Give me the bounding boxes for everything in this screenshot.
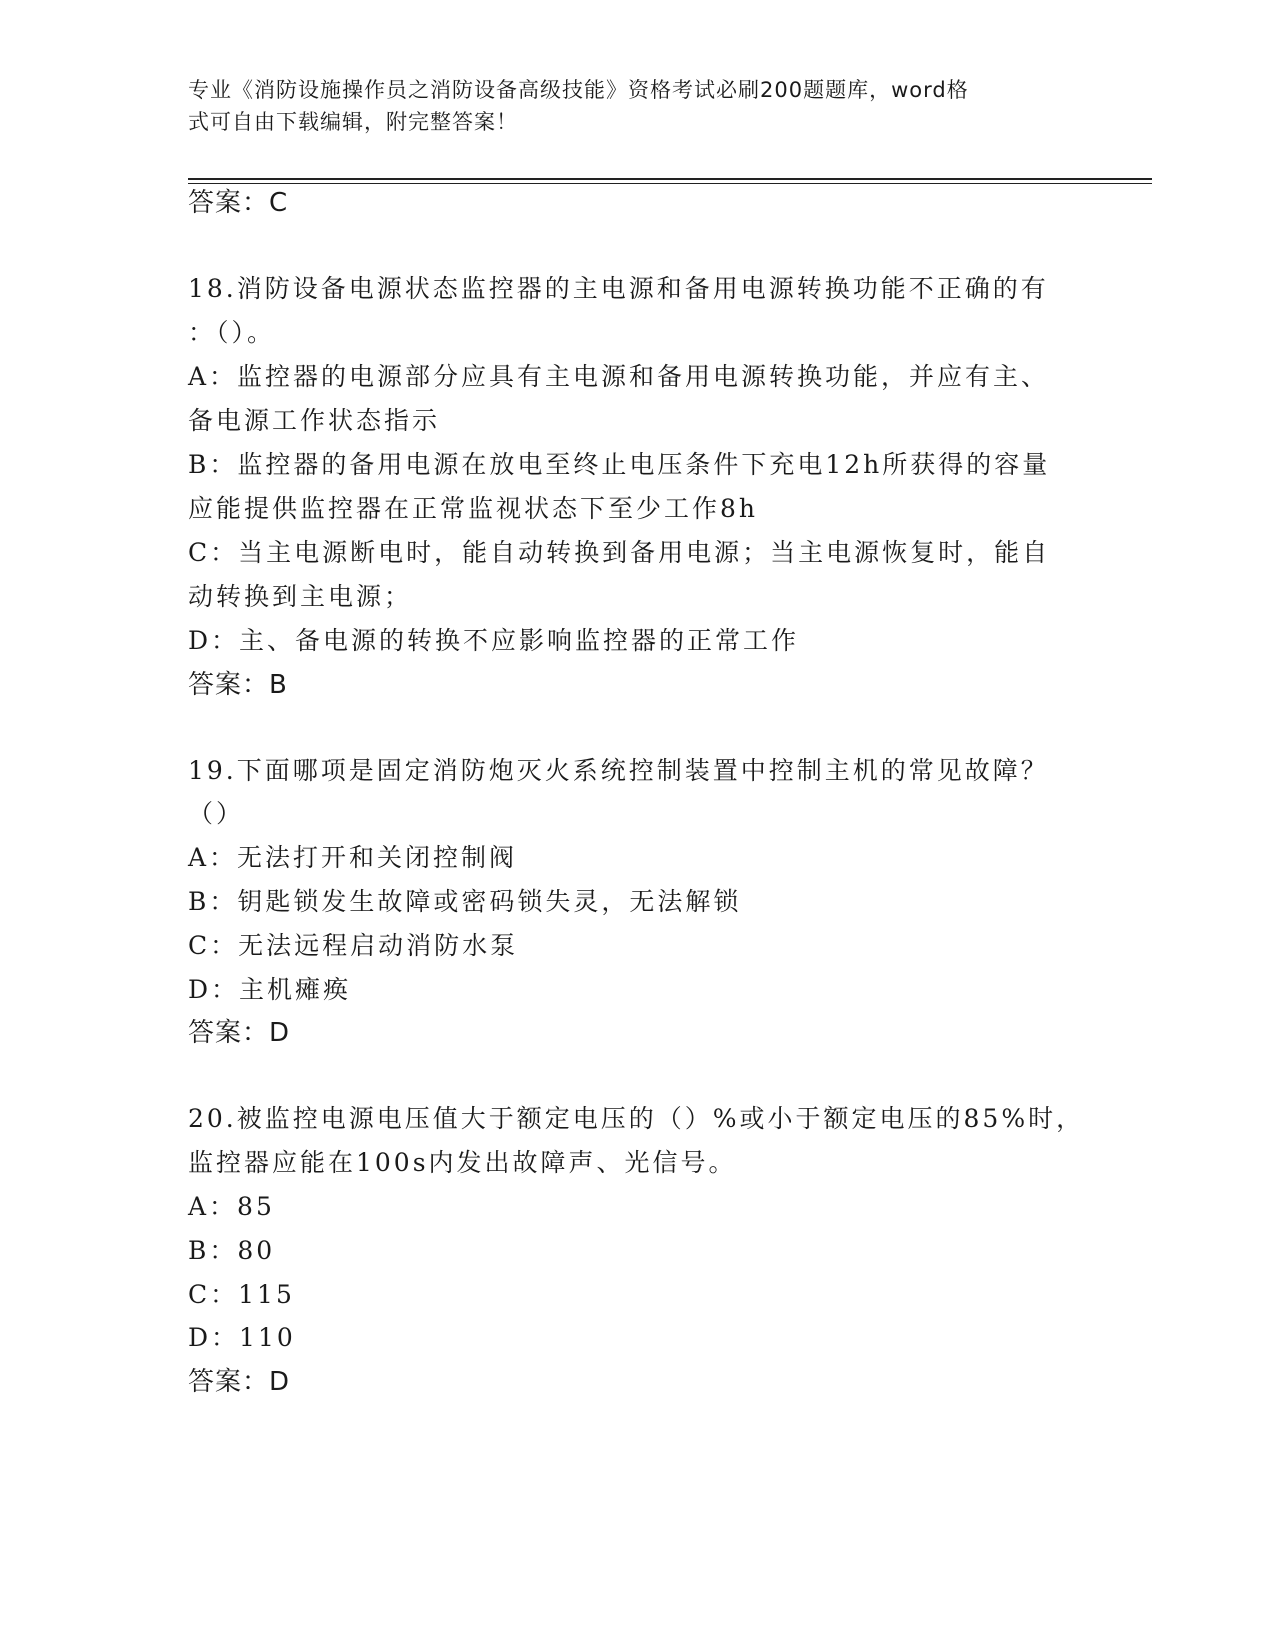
- document-header: [188, 74, 1068, 138]
- q20-stem-line-1: 20.被监控电源电压值大于额定电压的（）%或小于额定电压的85%时，: [188, 1104, 1085, 1133]
- header-line-1: 专业《消防设施操作员之消防设备高级技能》资格考试必刷200题题库，word格: [188, 78, 969, 102]
- q19-option-d: D：主机瘫痪: [188, 975, 352, 1004]
- previous-answer: 答案：C: [188, 188, 289, 218]
- q18-option-d: D：主、备电源的转换不应影响监控器的正常工作: [188, 626, 800, 655]
- q19-option-a: A：无法打开和关闭控制阀: [188, 843, 518, 872]
- q20-option-c: C：115: [188, 1280, 295, 1309]
- q18-option-b-line-2: 应能提供监控器在正常监视状态下至少工作8h: [188, 494, 759, 523]
- header-rule-thin: [188, 183, 1152, 184]
- q18-option-a-line-2: 备电源工作状态指示: [188, 406, 441, 435]
- q20-option-d: D：110: [188, 1323, 296, 1352]
- q19-stem-line-2: （）: [188, 799, 245, 828]
- q20-option-b: B：80: [188, 1236, 276, 1265]
- q18-stem-line-2: ：（）。: [188, 318, 276, 347]
- q19-option-b: B：钥匙锁发生故障或密码锁失灵，无法解锁: [188, 887, 742, 916]
- q20-option-a: A：85: [188, 1192, 275, 1221]
- q18-option-c-line-1: C：当主电源断电时，能自动转换到备用电源；当主电源恢复时，能自: [188, 538, 1051, 567]
- q19-answer: 答案：D: [188, 1018, 291, 1048]
- q20-stem-line-2: 监控器应能在100s内发出故障声、光信号。: [188, 1148, 737, 1177]
- q18-option-a-line-1: A：监控器的电源部分应具有主电源和备用电源转换功能，并应有主、: [188, 362, 1050, 391]
- q19-stem-line-1: 19.下面哪项是固定消防炮灭火系统控制装置中控制主机的常见故障？: [188, 756, 1049, 785]
- header-line-2: 式可自由下载编辑，附完整答案！: [188, 110, 518, 134]
- q18-option-b-line-1: B：监控器的备用电源在放电至终止电压条件下充电12h所获得的容量: [188, 450, 1051, 479]
- q18-option-c-line-2: 动转换到主电源；: [188, 582, 413, 611]
- q18-stem-line-1: 18.消防设备电源状态监控器的主电源和备用电源转换功能不正确的有: [188, 274, 1049, 303]
- q20-answer: 答案：D: [188, 1367, 291, 1397]
- q18-answer: 答案：B: [188, 670, 288, 700]
- q19-option-c: C：无法远程启动消防水泵: [188, 931, 519, 960]
- header-rule-thick: [188, 178, 1152, 180]
